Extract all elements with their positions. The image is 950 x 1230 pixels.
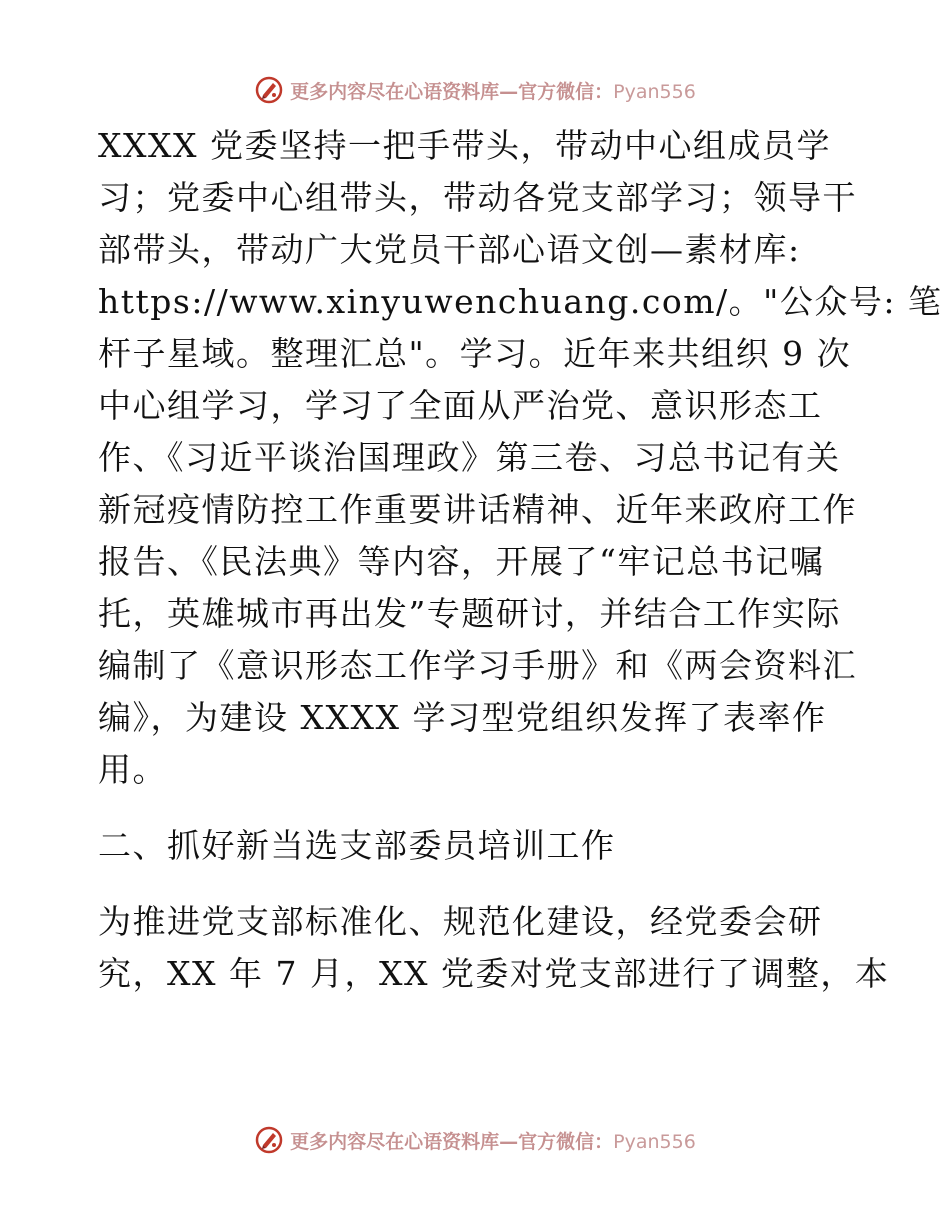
pen-logo-icon xyxy=(254,1125,284,1155)
para1-line-1: XXXX 党委坚持一把手带头，带动中心组成员学 xyxy=(98,126,831,165)
header-banner-wechat: Pyan556 xyxy=(613,80,696,103)
header-banner-text: 更多内容尽在心语资料库—官方微信： xyxy=(290,80,614,103)
para1-line-12: 编》，为建设 XXXX 学习型党组织发挥了表率作 xyxy=(98,698,827,737)
footer-banner xyxy=(0,1120,950,1160)
footer-banner-text: 更多内容尽在心语资料库—官方微信： xyxy=(290,1130,614,1153)
section-heading-2: 二、抓好新当选支部委员培训工作 xyxy=(98,826,616,865)
para1-line-9: 报告、《民法典》等内容，开展了“牢记总书记嘱 xyxy=(98,542,825,581)
para1-line-8: 新冠疫情防控工作重要讲话精神、近年来政府工作 xyxy=(98,490,857,529)
para1-line-4: https://www.xinyuwenchuang.com/。"公众号: 笔 xyxy=(98,282,943,321)
pen-logo-icon xyxy=(254,75,284,105)
para1-line-11: 编制了《意识形态工作学习手册》和《两会资料汇 xyxy=(98,646,857,685)
para1-line-6: 中心组学习，学习了全面从严治党、意识形态工 xyxy=(98,386,823,425)
para1-line-5: 杆子星域。整理汇总"。学习。近年来共组织 9 次 xyxy=(98,334,852,373)
para1-line-7: 作、《习近平谈治国理政》第三卷、习总书记有关 xyxy=(98,438,841,477)
footer-banner-wechat: Pyan556 xyxy=(613,1130,696,1153)
para1-line-13: 用。 xyxy=(98,750,167,789)
para2-line-1: 为推进党支部标准化、规范化建设，经党委会研 xyxy=(98,902,823,941)
para1-line-3: 部带头，带动广大党员干部心语文创—素材库: xyxy=(98,230,801,269)
document-body xyxy=(98,120,943,1000)
para1-line-10: 托，英雄城市再出发”专题研讨，并结合工作实际 xyxy=(98,594,841,633)
para1-line-2: 习；党委中心组带头，带动各党支部学习；领导干 xyxy=(98,178,857,217)
para2-line-2: 究，XX 年 7 月，XX 党委对党支部进行了调整，本 xyxy=(98,954,890,993)
header-banner xyxy=(0,70,950,110)
